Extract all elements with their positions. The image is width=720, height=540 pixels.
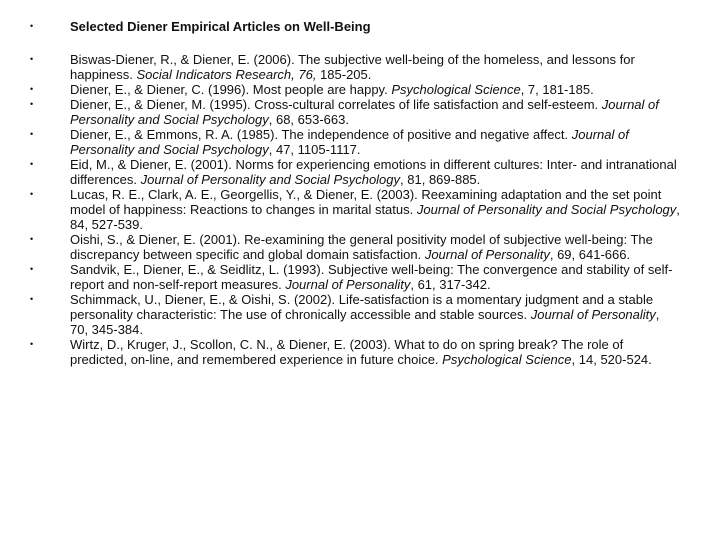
reference-text <box>70 157 680 187</box>
reference-text <box>70 52 680 82</box>
reference-volume-pages: , 84, 527-539. <box>70 202 680 232</box>
reference-item <box>30 232 680 262</box>
reference-text <box>70 187 680 232</box>
reference-citation: Diener, E., & Diener, C. (1996). Most people are happy. <box>70 82 392 97</box>
reference-journal: Journal of Personality and Social Psychology <box>416 202 677 217</box>
reference-citation: Wirtz, D., Kruger, J., Scollon, C. N., & Diener, E. (2003). What to do on spring break? The role of predicted, on-line, and remembered experience in future choice. <box>70 337 624 367</box>
reference-item <box>30 292 680 337</box>
reference-journal: Psychological Science <box>391 82 521 97</box>
reference-item <box>30 52 680 82</box>
bullet-icon: • <box>30 189 34 199</box>
reference-citation: Sandvik, E., Diener, E., & Seidlitz, L. (1993). Subjective well-being: The convergence and stability of self-report and non-self-report measures. <box>70 262 673 292</box>
reference-text <box>70 232 680 262</box>
bullet-icon: • <box>30 294 34 304</box>
bullet-icon: • <box>30 264 34 274</box>
reference-journal: Psychological Science <box>442 352 572 367</box>
reference-volume-pages: , 47, 1105-1117. <box>268 142 361 157</box>
reference-item <box>30 157 680 187</box>
bullet-icon: • <box>30 234 34 244</box>
reference-volume-pages: , 81, 869-885. <box>400 172 481 187</box>
reference-journal: Journal of Personality <box>530 307 656 322</box>
bullet-icon: • <box>30 339 34 349</box>
reference-text <box>70 292 680 337</box>
reference-citation: Biswas-Diener, R., & Diener, E. (2006). The subjective well-being of the homeless, and lessons for happiness. <box>70 52 635 82</box>
bullet-icon: • <box>30 54 34 64</box>
reference-item <box>30 262 680 292</box>
reference-journal: Journal of Personality and Social Psychology <box>70 127 629 157</box>
reference-journal: Journal of Personality and Social Psychology <box>140 172 401 187</box>
reference-citation: Diener, E., & Diener, M. (1995). Cross-cultural correlates of life satisfaction and self-esteem. <box>70 97 602 112</box>
reference-volume-pages: , 68, 653-663. <box>268 112 349 127</box>
reference-volume-pages: 185-205. <box>316 67 372 82</box>
reference-citation: Diener, E., & Emmons, R. A. (1985). The independence of positive and negative affect. <box>70 127 572 142</box>
reference-volume-pages: , 14, 520-524. <box>571 352 652 367</box>
reference-text <box>70 127 680 157</box>
bullet-icon: • <box>30 129 34 139</box>
reference-journal: Journal of Personality <box>285 277 411 292</box>
reference-text <box>70 337 680 367</box>
bullet-icon: • <box>30 21 34 31</box>
reference-item <box>30 337 680 367</box>
reference-volume-pages: , 61, 317-342. <box>410 277 491 292</box>
reference-item <box>30 127 680 157</box>
reference-volume-pages: , 7, 181-185. <box>520 82 594 97</box>
reference-volume-pages: , 70, 345-384. <box>70 307 660 337</box>
bullet-icon: • <box>30 159 34 169</box>
bullet-icon: • <box>30 99 34 109</box>
reference-citation: Schimmack, U., Diener, E., & Oishi, S. (2002). Life-satisfaction is a momentary judgment and a stable personality characteristic: The use of chronically accessible and stable sources. <box>70 292 654 322</box>
reference-journal: Journal of Personality and Social Psychology <box>70 97 659 127</box>
bullet-icon: • <box>30 84 34 94</box>
reference-citation: Oishi, S., & Diener, E. (2001). Re-examining the general positivity model of subjective well-being: The discrepancy between specific and global domain satisfaction. <box>70 232 653 262</box>
reference-text <box>70 97 680 127</box>
reference-journal: Journal of Personality <box>424 247 550 262</box>
reference-volume-pages: , 69, 641-666. <box>549 247 631 262</box>
reference-journal: Social Indicators Research, 76, <box>136 67 317 82</box>
slide-title: Selected Diener Empirical Articles on Well-Being <box>70 19 371 34</box>
reference-citation: Lucas, R. E., Clark, A. E., Georgellis, Y., & Diener, E. (2003). Reexamining adaptation and the set point model of happiness: Reactions to changes in marital status. <box>70 187 662 217</box>
reference-text <box>70 82 680 97</box>
reference-item <box>30 187 680 232</box>
reference-text <box>70 262 680 292</box>
reference-item <box>30 82 680 97</box>
reference-item <box>30 97 680 127</box>
reference-citation: Eid, M., & Diener, E. (2001). Norms for experiencing emotions in different cultures: Inter- and intranational differences. <box>70 157 677 187</box>
reference-list <box>30 52 680 367</box>
